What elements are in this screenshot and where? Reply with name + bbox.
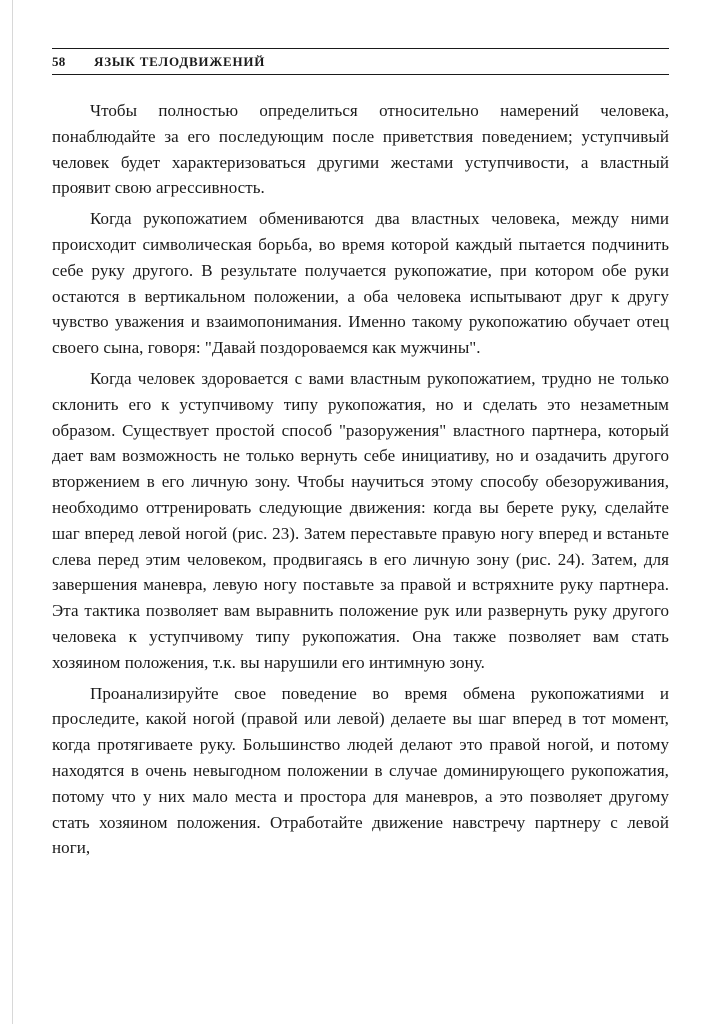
page-edge-line: [12, 0, 13, 1024]
running-title: ЯЗЫК ТЕЛОДВИЖЕНИЙ: [94, 54, 266, 69]
header-bottom-rule: [52, 74, 669, 75]
page-number: 58: [52, 54, 66, 69]
body-text: [52, 98, 669, 866]
paragraph-3: Когда человек здоровается с вами властным рукопожатием, трудно не только склонить его к уступчивому типу рукопожатия, но и сделать это незаметным образом. Существует простой способ "разоружения" властного партнера, который дает вам возможность не только вернуть себе инициативу, но и озадачить другого вторжением в его личную зону. Чтобы научиться этому способу обезоруживания, необходимо оттренировать следующие движения: когда вы берете руку, сделайте шаг вперед левой ногой (рис. 23). Затем переставьте правую ногу вперед и встаньте слева перед этим человеком, продвигаясь в его личную зону (рис. 24). Затем, для завершения маневра, левую ногу поставьте за правой и встряхните руку партнера. Эта тактика позволяет вам выравнить положение рук или развернуть руку другого человека к уступчивому типу рукопожатия. Она также позволяет вам стать хозяином положения, т.к. вы нарушили его интимную зону.: [52, 368, 669, 672]
running-header: [52, 48, 669, 78]
paragraph-1: Чтобы полностью определиться относительно намерений человека, понаблюдайте за его последующим после приветствия поведением; уступчивый человек будет характеризоваться другими жестами уступчивости, а властный проявит свою агрессивность.: [52, 101, 669, 198]
paragraph-4: Проанализируйте свое поведение во время обмена рукопожатиями и проследите, какой ногой (правой или левой) делаете вы шаг вперед в тот момент, когда протягиваете руку. Большинство людей делают это правой ногой, и потому находятся в очень невыгодном положении в случае доминирующего рукопожатия, потому что у них мало места и простора для маневров, а это позволяет другому стать хозяином положения. Отработайте движение навстречу партнеру с левой ноги,: [52, 683, 669, 858]
header-top-rule: [52, 48, 669, 49]
paragraph-2: Когда рукопожатием обмениваются два властных человека, между ними происходит символическая борьба, во время которой каждый пытается подчинить себе руку другого. В результате получается рукопожатие, при котором обе руки остаются в вертикальном положении, а оба человека испытывают друг к другу чувство уважения и взаимопонимания. Именно такому рукопожатию обучает отец своего сына, говоря: "Давай поздороваемся как мужчины".: [52, 209, 669, 358]
